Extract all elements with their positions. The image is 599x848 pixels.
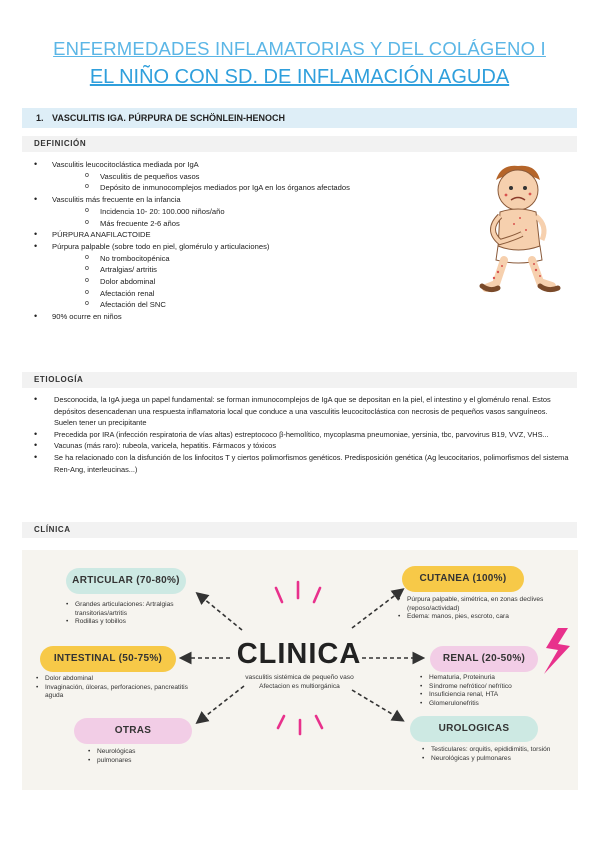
articular-list xyxy=(66,601,226,627)
cutanea-item: • Púrpura palpable, simétrica, en zonas declives (reposo/actividad) xyxy=(398,596,566,613)
clinica-center-title: CLINICA xyxy=(236,638,362,670)
clinica-heading xyxy=(22,522,577,538)
definicion-subitem: o Depósito de inmunocomplejos mediados por IgA en los órganos afectados xyxy=(52,182,450,194)
etiologia-heading xyxy=(22,372,577,388)
definicion-sublist xyxy=(52,253,450,312)
urologicas-label: UROLOGICAS xyxy=(410,716,538,742)
section-number: 1. xyxy=(36,113,44,123)
etiologia-list xyxy=(30,394,570,475)
definicion-subitem: o Afectación del SNC xyxy=(52,299,450,311)
definicion-item xyxy=(30,241,450,311)
definicion-item xyxy=(30,194,450,229)
cutanea-item: • Edema: manos, pies, escroto, cara xyxy=(398,613,566,622)
otras-label: OTRAS xyxy=(74,718,192,744)
renal-item: • Hematuria, Proteinuria xyxy=(420,674,570,683)
otras-item: • Neurológicas xyxy=(88,748,208,757)
urologicas-item: • Neurológicas y pulmonares xyxy=(422,755,570,764)
intestinal-item: • Invaginación, úlceras, perforaciones, pancreatitis aguda xyxy=(36,684,206,701)
intestinal-list xyxy=(36,675,206,701)
definicion-subitem: o Más frecuente 2-6 años xyxy=(52,218,450,230)
definicion-subitem: o Incidencia 10- 20: 100.000 niños/año xyxy=(52,206,450,218)
definicion-item xyxy=(30,159,450,194)
document-title: ENFERMEDADES INFLAMATORIAS Y DEL COLÁGENO I xyxy=(53,38,546,59)
center-sub-line: vasculitis sistémica de pequeño vaso xyxy=(245,674,354,681)
definicion-sublist xyxy=(52,171,450,194)
articular-label: ARTICULAR (70-80%) xyxy=(66,568,186,594)
articular-item: • Rodillas y tobillos xyxy=(66,618,226,627)
definicion-item xyxy=(30,311,450,323)
clinica-heading-text: CLÍNICA xyxy=(34,525,71,534)
intestinal-item: • Dolor abdominal xyxy=(36,675,206,684)
lightning-icon xyxy=(544,628,570,674)
center-sub-line: Afectacion es multiorgánica xyxy=(259,682,340,690)
etiologia-item: • Precedida por IRA (infección respiratoria de vías altas) estreptococo β-hemolítico, mycoplasma pneumoniae, yersinia, tbc, parvovirus B19, VVZ, VHS... xyxy=(30,429,570,441)
definicion-heading-text: DEFINICIÓN xyxy=(34,139,87,148)
definicion-item-text: Púrpura palpable (sobre todo en piel, glomérulo y articulaciones) xyxy=(52,241,270,251)
definicion-subitem: o No trombocitopénica xyxy=(52,253,450,265)
definicion-sublist xyxy=(52,206,450,229)
cutanea-label: CUTANEA (100%) xyxy=(402,566,524,592)
renal-list xyxy=(420,674,570,709)
definicion-list xyxy=(30,159,450,323)
etiologia-item: • Vacunas (más raro): rubeola, varicela, hepatitis. Fármacos y tóxicos xyxy=(30,440,570,452)
definicion-subitem: o Vasculitis de pequeños vasos xyxy=(52,171,450,183)
section-heading xyxy=(22,108,577,128)
clinica-center-subtitle xyxy=(222,674,377,691)
otras-item: • pulmonares xyxy=(88,757,208,766)
definicion-subitem: o Dolor abdominal xyxy=(52,276,450,288)
clinica-diagram xyxy=(22,550,578,790)
definicion-subitem: o Afectación renal xyxy=(52,288,450,300)
otras-list xyxy=(88,748,208,765)
renal-item: • Síndrome nefrótico/ nefrítico xyxy=(420,683,570,692)
etiologia-heading-text: ETIOLOGÍA xyxy=(34,375,84,384)
intestinal-label: INTESTINAL (50-75%) xyxy=(40,646,176,672)
renal-item: • Insuficiencia renal, HTA xyxy=(420,691,570,700)
definicion-item-text: PÚRPURA ANAFILACTOIDE xyxy=(52,230,151,240)
urologicas-list xyxy=(422,746,570,763)
document-subtitle: EL NIÑO CON SD. DE INFLAMACIÓN AGUDA xyxy=(89,66,510,88)
urologicas-item: • Testiculares: orquitis, epididimitis, torsión xyxy=(422,746,570,755)
etiologia-item: • Desconocida, la IgA juega un papel fundamental: se forman inmunocomplejos de IgA que se depositan en la piel, el intestino y el glomérulo renal. Estos depósitos desencadenan una respuesta inflamatoria local que conduce a una vasculitis leucocitoclástica con necrosis de pequeños vasos sanguíneos. Suelen tener un precipitante xyxy=(30,394,570,429)
definicion-item-text: Vasculitis leucocitoclástica mediada por IgA xyxy=(52,160,199,169)
renal-item: • Glomerulonefritis xyxy=(420,700,570,709)
renal-label: RENAL (20-50%) xyxy=(430,646,538,672)
articular-item: • Grandes articulaciones: Artralgias transitorias/artritis xyxy=(66,601,226,618)
definicion-item xyxy=(30,229,450,241)
section-title: VASCULITIS IGA. PÚRPURA DE SCHÖNLEIN-HENOCH xyxy=(52,113,286,123)
cutanea-list xyxy=(398,596,566,622)
definicion-item-text: 90% ocurre en niños xyxy=(52,312,122,322)
definicion-heading xyxy=(22,136,577,152)
etiologia-item: • Se ha relacionado con la disfunción de los linfocitos T y ciertos polimorfismos genéticos. Predisposición genética (Ag leucocitarios, polimorfismos del sistema Ren-Ang, interleucinas...) xyxy=(30,452,570,475)
definicion-subitem: o Artralgias/ artritis xyxy=(52,264,450,276)
definicion-item-text: Vasculitis más frecuente en la infancia xyxy=(52,195,181,205)
sick-child-illustration xyxy=(456,160,574,298)
